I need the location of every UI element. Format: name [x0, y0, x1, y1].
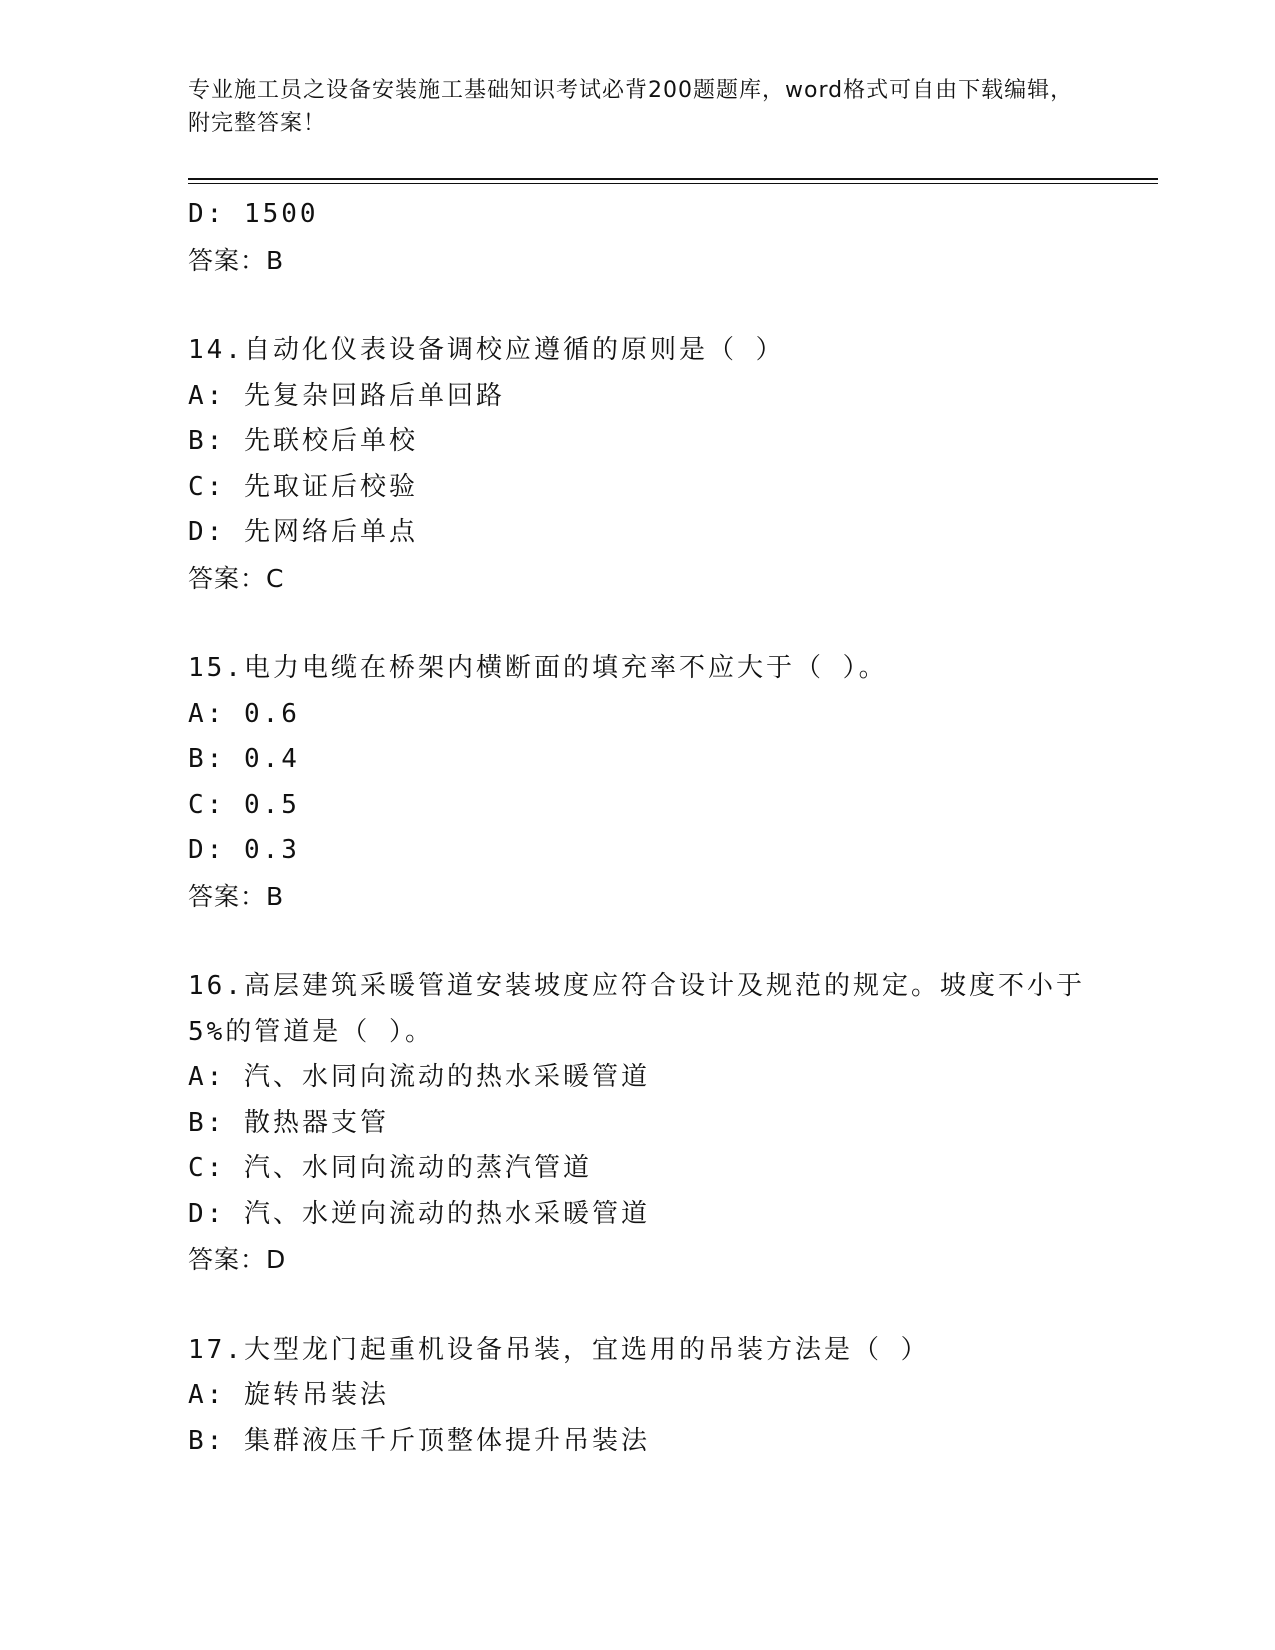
option-a: A: 0.6 [188, 698, 300, 729]
option-b: B: 先联校后单校 [188, 426, 418, 456]
answer: 答案：D [188, 1245, 287, 1274]
option-c: C: 汽、水同向流动的蒸汽管道 [188, 1153, 592, 1183]
answer: 答案：B [188, 881, 285, 911]
question-16: 16.高层建筑采暖管道安装坡度应符合设计及规范的规定。坡度不小于5%的管道是（ ）。 [188, 971, 1085, 1047]
header-rule-thick [188, 178, 1158, 180]
page-header: 专业施工员之设备安装施工基础知识考试必背200题题库，word格式可自由下载编辑，附完整答案！ [188, 78, 1074, 136]
option-b: B: 散热器支管 [188, 1107, 389, 1138]
answer: 答案：C [188, 563, 285, 593]
option-d: D: 1500 [188, 199, 319, 229]
option-b: B: 0.4 [188, 744, 300, 774]
option-a: A: 先复杂回路后单回路 [188, 380, 505, 411]
option-a: A: 旋转吊装法 [188, 1380, 389, 1410]
question-14: 14.自动化仪表设备调校应遵循的原则是（ ） [188, 335, 785, 365]
option-b: B: 集群液压千斤顶整体提升吊装法 [188, 1425, 650, 1456]
option-d: D: 0.3 [188, 835, 300, 865]
question-15: 15.电力电缆在桥架内横断面的填充率不应大于（ ）。 [188, 653, 888, 683]
option-a: A: 汽、水同向流动的热水采暖管道 [188, 1062, 650, 1092]
option-d: D: 汽、水逆向流动的热水采暖管道 [188, 1198, 650, 1229]
header-rule-thin [188, 183, 1158, 184]
document-body [188, 192, 1148, 1464]
option-c: C: 0.5 [188, 789, 300, 820]
option-d: D: 先网络后单点 [188, 517, 418, 547]
question-17: 17.大型龙门起重机设备吊装，宜选用的吊装方法是（ ） [188, 1334, 930, 1365]
answer: 答案：B [188, 245, 285, 275]
option-c: C: 先取证后校验 [188, 471, 418, 502]
